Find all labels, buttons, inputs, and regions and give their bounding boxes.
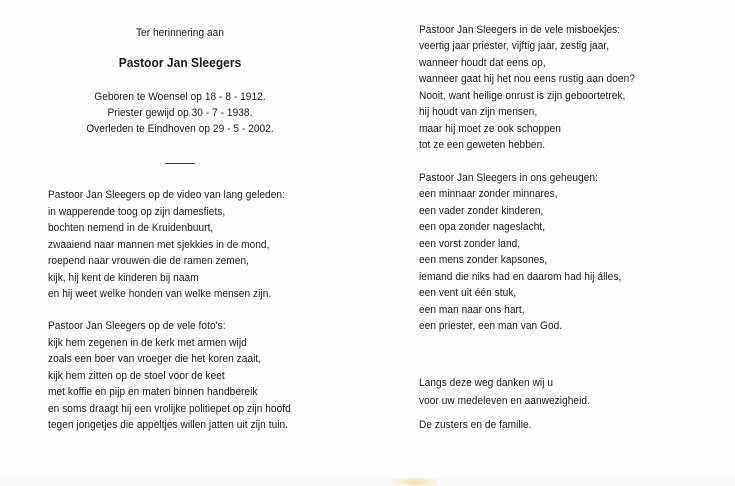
- poem-line: iemand die niks had en daarom had hij álles,: [419, 271, 622, 283]
- poem-line: een vent uit één stuk,: [419, 287, 517, 299]
- paper-edge: [0, 472, 735, 486]
- poem-line: een priester, een man van God.: [419, 320, 563, 332]
- divider: [165, 163, 195, 164]
- poem-line: wanneer houdt dat eens op,: [419, 57, 546, 69]
- poem-line: Pastoor Jan Sleegers in ons geheugen:: [419, 172, 598, 184]
- poem-line: kijk hem zegenen in de kerk met armen wijd: [48, 337, 247, 349]
- death-date: Overleden te Eindhoven op 29 - 5 - 2002.: [86, 123, 274, 135]
- poem-line: veertig jaar priester, vijftig jaar, zestig jaar,: [419, 40, 610, 52]
- thanks-line: voor uw medeleven en aanwezigheid.: [419, 395, 590, 407]
- poem-line: Pastoor Jan Sleegers op de video van lang geleden:: [48, 189, 285, 201]
- poem-line: een vorst zonder land,: [419, 238, 521, 250]
- deceased-name: Pastoor Jan Sleegers: [118, 55, 242, 70]
- poem-line: een minnaar zonder minnares,: [419, 188, 558, 200]
- poem-line: hij houdt van zijn mensen,: [419, 106, 538, 118]
- poem-line: een opa zonder nageslacht,: [419, 221, 546, 233]
- poem-line: tegen jongetjes die appeltjes willen jatten uit zijn tuin.: [48, 419, 289, 431]
- poem-line: tot ze een geweten hebben.: [419, 139, 546, 151]
- poem-line: zoals een boer van vroeger die het koren zaait,: [48, 353, 262, 365]
- poem-line: Nooit, want heilige onrust is zijn geboortetrek,: [419, 90, 626, 102]
- poem-line: wanneer gaat hij het nou eens rustig aan doen?: [419, 73, 635, 85]
- poem-line: een man naar ons hart,: [419, 304, 525, 316]
- poem-line: met koffie en pijp en maten binnen handbereik: [48, 386, 258, 398]
- poem-line: roepend naar vrouwen die de ramen zemen,: [48, 255, 249, 267]
- poem-line: Pastoor Jan Sleegers in de vele misboekjes:: [419, 24, 621, 36]
- poem-line: zwaaiend naar mannen met sjekkies in de mond,: [48, 239, 270, 251]
- family-signature: De zusters en de familie.: [419, 419, 532, 431]
- ordination-date: Priester gewijd op 30 - 7 - 1938.: [107, 107, 253, 119]
- intro-text: Ter herinnering aan: [135, 27, 225, 39]
- paper-smudge: [392, 478, 438, 486]
- thanks-line: Langs deze weg danken wij u: [419, 377, 554, 389]
- poem-line: kijk, hij kent de kinderen bij naam: [48, 272, 199, 284]
- poem-line: maar hij moet ze ook schoppen: [419, 123, 561, 135]
- poem-line: in wapperende toog op zijn damesfiets,: [48, 206, 226, 218]
- birth-date: Geboren te Woensel op 18 - 8 - 1912.: [94, 91, 266, 103]
- poem-line: een mens zonder kapsones,: [419, 254, 548, 266]
- poem-line: kijk hem zitten op de stoel voor de keet: [48, 370, 225, 382]
- poem-line: en hij weet welke honden van welke mensen zijn.: [48, 288, 272, 300]
- poem-line: bochten nemend in de Kruidenbuurt,: [48, 222, 214, 234]
- poem-line: Pastoor Jan Sleegers op de vele foto's:: [48, 320, 226, 332]
- poem-line: en soms draagt hij een vrolijke politiepet op zijn hoofd: [48, 403, 291, 415]
- poem-line: een vader zonder kinderen,: [419, 205, 544, 217]
